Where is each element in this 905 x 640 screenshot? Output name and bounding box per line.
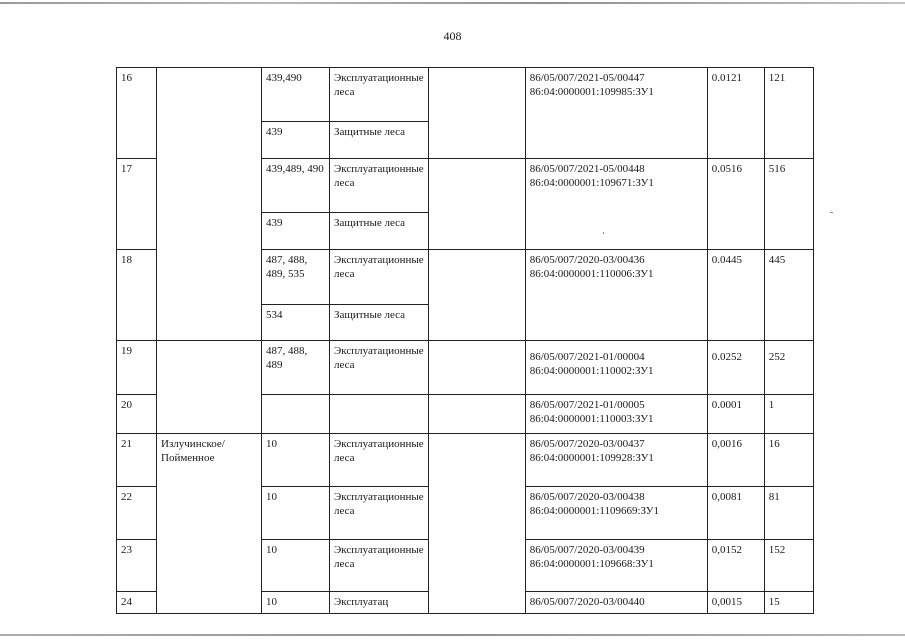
- scan-edge-top: [0, 2, 905, 4]
- area-ha-cell: 0.0001: [707, 395, 764, 434]
- reg-number: 86/05/007/2020-03/00436: [529, 254, 645, 266]
- registration-cell: [525, 592, 707, 614]
- cadastral-number: 86:04:0000001:110006:ЗУ1: [529, 268, 654, 280]
- registration-cell: [525, 250, 707, 341]
- reg-number: 86/05/007/2020-03/00440: [529, 596, 645, 608]
- blank-cell: [428, 395, 525, 434]
- reg-number: 86/05/007/2020-03/00437: [529, 438, 645, 450]
- reg-number: 86/05/007/2021-05/00448: [529, 163, 645, 175]
- area-m2-cell: 516: [764, 159, 813, 250]
- cadastral-number: 86:04:0000001:1109669:ЗУ1: [529, 505, 660, 517]
- quarters-cell: 439: [262, 213, 330, 250]
- area-ha-cell: 0,0016: [707, 434, 764, 487]
- blank-cell: [428, 434, 525, 614]
- registration-cell: [525, 341, 707, 395]
- table-row: [117, 434, 814, 487]
- row-number: 19: [117, 341, 157, 395]
- area-m2-cell: 121: [764, 68, 813, 159]
- reg-number: 86/05/007/2020-03/00438: [529, 491, 645, 503]
- category-cell: Эксплуатационные леса: [330, 250, 429, 305]
- quarters-cell: 10: [262, 540, 330, 592]
- category-cell: Защитные леса: [330, 305, 429, 341]
- row-number: 21: [117, 434, 157, 487]
- category-cell: Защитные леса: [330, 213, 429, 250]
- area-m2-cell: 252: [764, 341, 813, 395]
- row-number: 23: [117, 540, 157, 592]
- quarters-cell: 487, 488, 489: [262, 341, 330, 395]
- registration-cell: [525, 540, 707, 592]
- row-number: 22: [117, 487, 157, 540]
- area-m2-cell: 15: [764, 592, 813, 614]
- row-number: 24: [117, 592, 157, 614]
- quarters-cell: 439: [262, 122, 330, 159]
- forestry-cell: [157, 341, 262, 434]
- blank-cell: [428, 341, 525, 395]
- table-row: [117, 341, 814, 395]
- row-number: 16: [117, 68, 157, 159]
- quarters-cell: [262, 395, 330, 434]
- cadastral-number: 86:04:0000001:110002:ЗУ1: [529, 365, 654, 377]
- forestry-cell: Излучинское/Пойменное: [157, 434, 262, 614]
- quarters-cell: 10: [262, 592, 330, 614]
- category-cell: Эксплуатационные леса: [330, 434, 429, 487]
- area-m2-cell: 81: [764, 487, 813, 540]
- area-ha-cell: 0.0445: [707, 250, 764, 341]
- quarters-cell: 10: [262, 434, 330, 487]
- area-ha-cell: 0,0015: [707, 592, 764, 614]
- scan-edge-bottom: [0, 634, 905, 636]
- quarters-cell: 534: [262, 305, 330, 341]
- land-plot-table: [116, 67, 814, 614]
- scan-speck: [830, 212, 833, 213]
- blank-cell: [428, 68, 525, 159]
- quarters-cell: 439,489, 490: [262, 159, 330, 213]
- category-cell: Эксплуатационные леса: [330, 341, 429, 395]
- quarters-cell: 10: [262, 487, 330, 540]
- registration-cell: [525, 395, 707, 434]
- cadastral-number: 86:04:0000001:109985:ЗУ1: [529, 86, 654, 98]
- blank-cell: [428, 159, 525, 250]
- category-cell: [330, 395, 429, 434]
- category-cell: Защитные леса: [330, 122, 429, 159]
- row-number: 18: [117, 250, 157, 341]
- area-ha-cell: 0,0081: [707, 487, 764, 540]
- registration-cell: [525, 159, 707, 250]
- registration-cell: [525, 434, 707, 487]
- registration-cell: [525, 487, 707, 540]
- cadastral-number: 86:04:0000001:109928:ЗУ1: [529, 452, 654, 464]
- reg-number: 86/05/007/2021-05/00447: [529, 72, 645, 84]
- area-ha-cell: 0.0252: [707, 341, 764, 395]
- area-ha-cell: 0,0152: [707, 540, 764, 592]
- category-cell: Эксплуатационные леса: [330, 68, 429, 122]
- category-cell: Эксплуатационные леса: [330, 487, 429, 540]
- area-m2-cell: 16: [764, 434, 813, 487]
- category-cell: Эксплуатац: [330, 592, 429, 614]
- reg-number: 86/05/007/2021-01/00004: [529, 351, 645, 363]
- page-number: 408: [443, 29, 462, 43]
- row-number: 20: [117, 395, 157, 434]
- cadastral-number: 86:04:0000001:110003:ЗУ1: [529, 413, 654, 425]
- reg-number: 86/05/007/2020-03/00439: [529, 544, 645, 556]
- blank-cell: [428, 250, 525, 341]
- category-cell: Эксплуатационные леса: [330, 159, 429, 213]
- table-row: [117, 68, 814, 122]
- row-number: 17: [117, 159, 157, 250]
- area-ha-cell: 0.0121: [707, 68, 764, 159]
- category-cell: Эксплуатационные леса: [330, 540, 429, 592]
- area-m2-cell: 445: [764, 250, 813, 341]
- reg-number: 86/05/007/2021-01/00005: [529, 399, 645, 411]
- quarters-cell: 439,490: [262, 68, 330, 122]
- registration-cell: [525, 68, 707, 159]
- area-m2-cell: 1: [764, 395, 813, 434]
- area-ha-cell: 0.0516: [707, 159, 764, 250]
- cadastral-number: 86:04:0000001:109671:ЗУ1: [529, 177, 654, 189]
- quarters-cell: 487, 488, 489, 535: [262, 250, 330, 305]
- forestry-cell: [157, 68, 262, 341]
- area-m2-cell: 152: [764, 540, 813, 592]
- cadastral-number: 86:04:0000001:109668:ЗУ1: [529, 558, 654, 570]
